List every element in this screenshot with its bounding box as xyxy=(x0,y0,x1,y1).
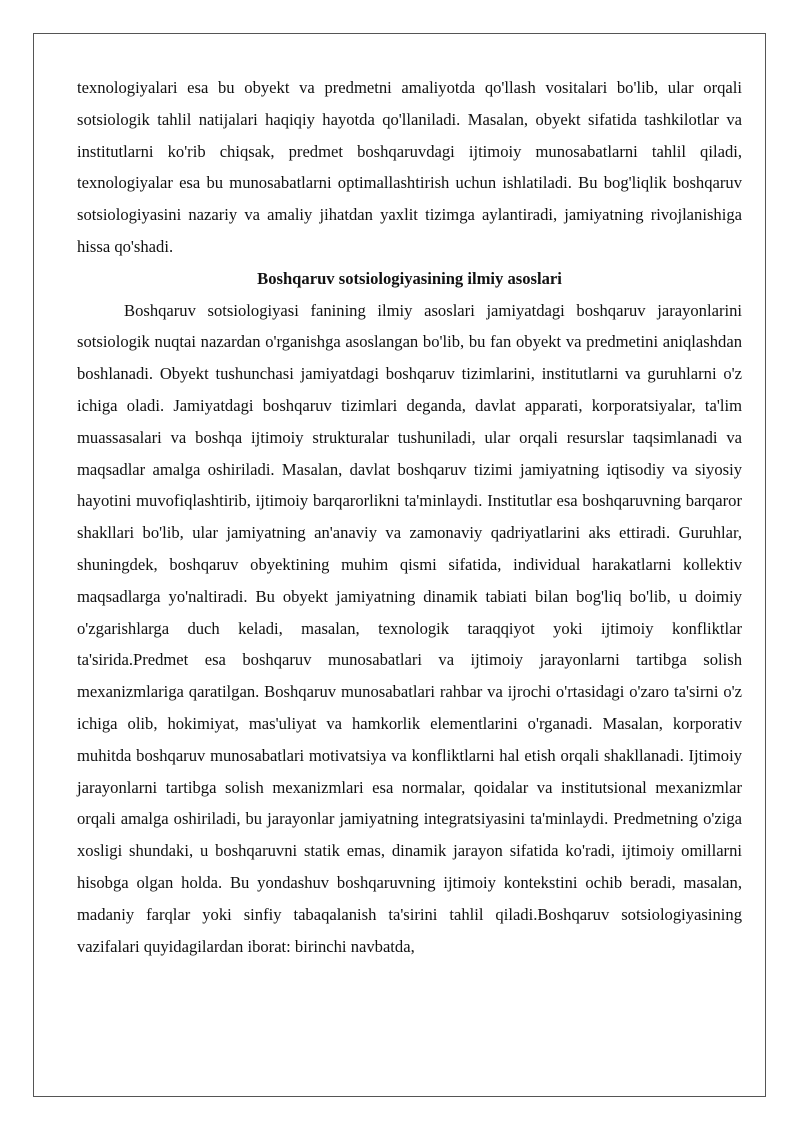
paragraph-continuation: texnologiyalari esa bu obyekt va predmetni amaliyotda qo'llash vositalari bo'lib, ular orqali sotsiologik tahlil natijalari haqiqiy hayotda qo'llaniladi. Masalan, obyekt sifatida tashkilotlar va institutlarni ko'rib chiqsak, predmet boshqaruvdagi ijtimoiy munosabatlarni tahlil qiladi, texnologiyalar esa bu munosabatlarni optimallashtirish uchun ishlatiladi. Bu bog'liqlik boshqaruv sotsiologiyasini nazariy va amaliy jihatdan yaxlit tizimga aylantiradi, jamiyatning rivojlanishiga hissa qo'shadi. xyxy=(77,78,742,256)
section-heading: Boshqaruv sotsiologiyasining ilmiy asoslari xyxy=(257,268,562,288)
paragraph-main: Boshqaruv sotsiologiyasi fanining ilmiy asoslari jamiyatdagi boshqaruv jarayonlarini sotsiologik nuqtai nazardan o'rganishga asoslangan bo'lib, bu fan obyekt va predmetini aniqlashdan boshlanadi. Obyekt tushunchasi jamiyatdagi boshqaruv tizimlarini, institutlarni va guruhlarni o'z ichiga oladi. Jamiyatdagi boshqaruv tizimlari deganda, davlat apparati, korporatsiyalar, ta'lim muassasalari va boshqa ijtimoiy strukturalar tushuniladi, ular orqali resurslar taqsimlanadi va maqsadlar amalga oshiriladi. Masalan, davlat boshqaruv tizimi jamiyatning iqtisodiy va siyosiy hayotini muvofiqlashtirib, ijtimoiy barqarorlikni ta'minlaydi. Institutlar esa boshqaruvning barqaror shakllari bo'lib, ular jamiyatning an'anaviy va zamonaviy qadriyatlarini aks ettiradi. Guruhlar, shuningdek, boshqaruv obyektining muhim qismi sifatida, individual harakatlarni kollektiv maqsadlarga yo'naltiradi. Bu obyekt jamiyatning dinamik tabiati bilan bog'liq bo'lib, u doimiy o'zgarishlarga duch keladi, masalan, texnologik taraqqiyot yoki ijtimoiy konfliktlar ta'sirida.Predmet esa boshqaruv munosabatlari va ijtimoiy jarayonlarni tartibga solish mexanizmlariga qaratilgan. Boshqaruv munosabatlari rahbar va ijrochi o'rtasidagi o'zaro ta'sirni o'z ichiga olib, hokimiyat, mas'uliyat va hamkorlik elementlarini o'rganadi. Masalan, korporativ muhitda boshqaruv munosabatlari motivatsiya va konfliktlarni hal etish orqali shakllanadi. Ijtimoiy jarayonlarni tartibga solish mexanizmlari esa normalar, qoidalar va institutsional mexanizmlar orqali amalga oshiriladi, bu jarayonlar jamiyatning integratsiyasini ta'minlaydi. Predmetning o'ziga xosligi shundaki, u boshqaruvni statik emas, dinamik jarayon sifatida ko'radi, ijtimoiy omillarni hisobga olgan holda. Bu yondashuv boshqaruvning ijtimoiy kontekstini ochib beradi, masalan, madaniy farqlar yoki sinfiy tabaqalanish ta'sirini tahlil qiladi.Boshqaruv sotsiologiyasining vazifalari quyidagilardan iborat: birinchi navbatda, xyxy=(77,300,742,956)
document-body xyxy=(77,72,742,962)
